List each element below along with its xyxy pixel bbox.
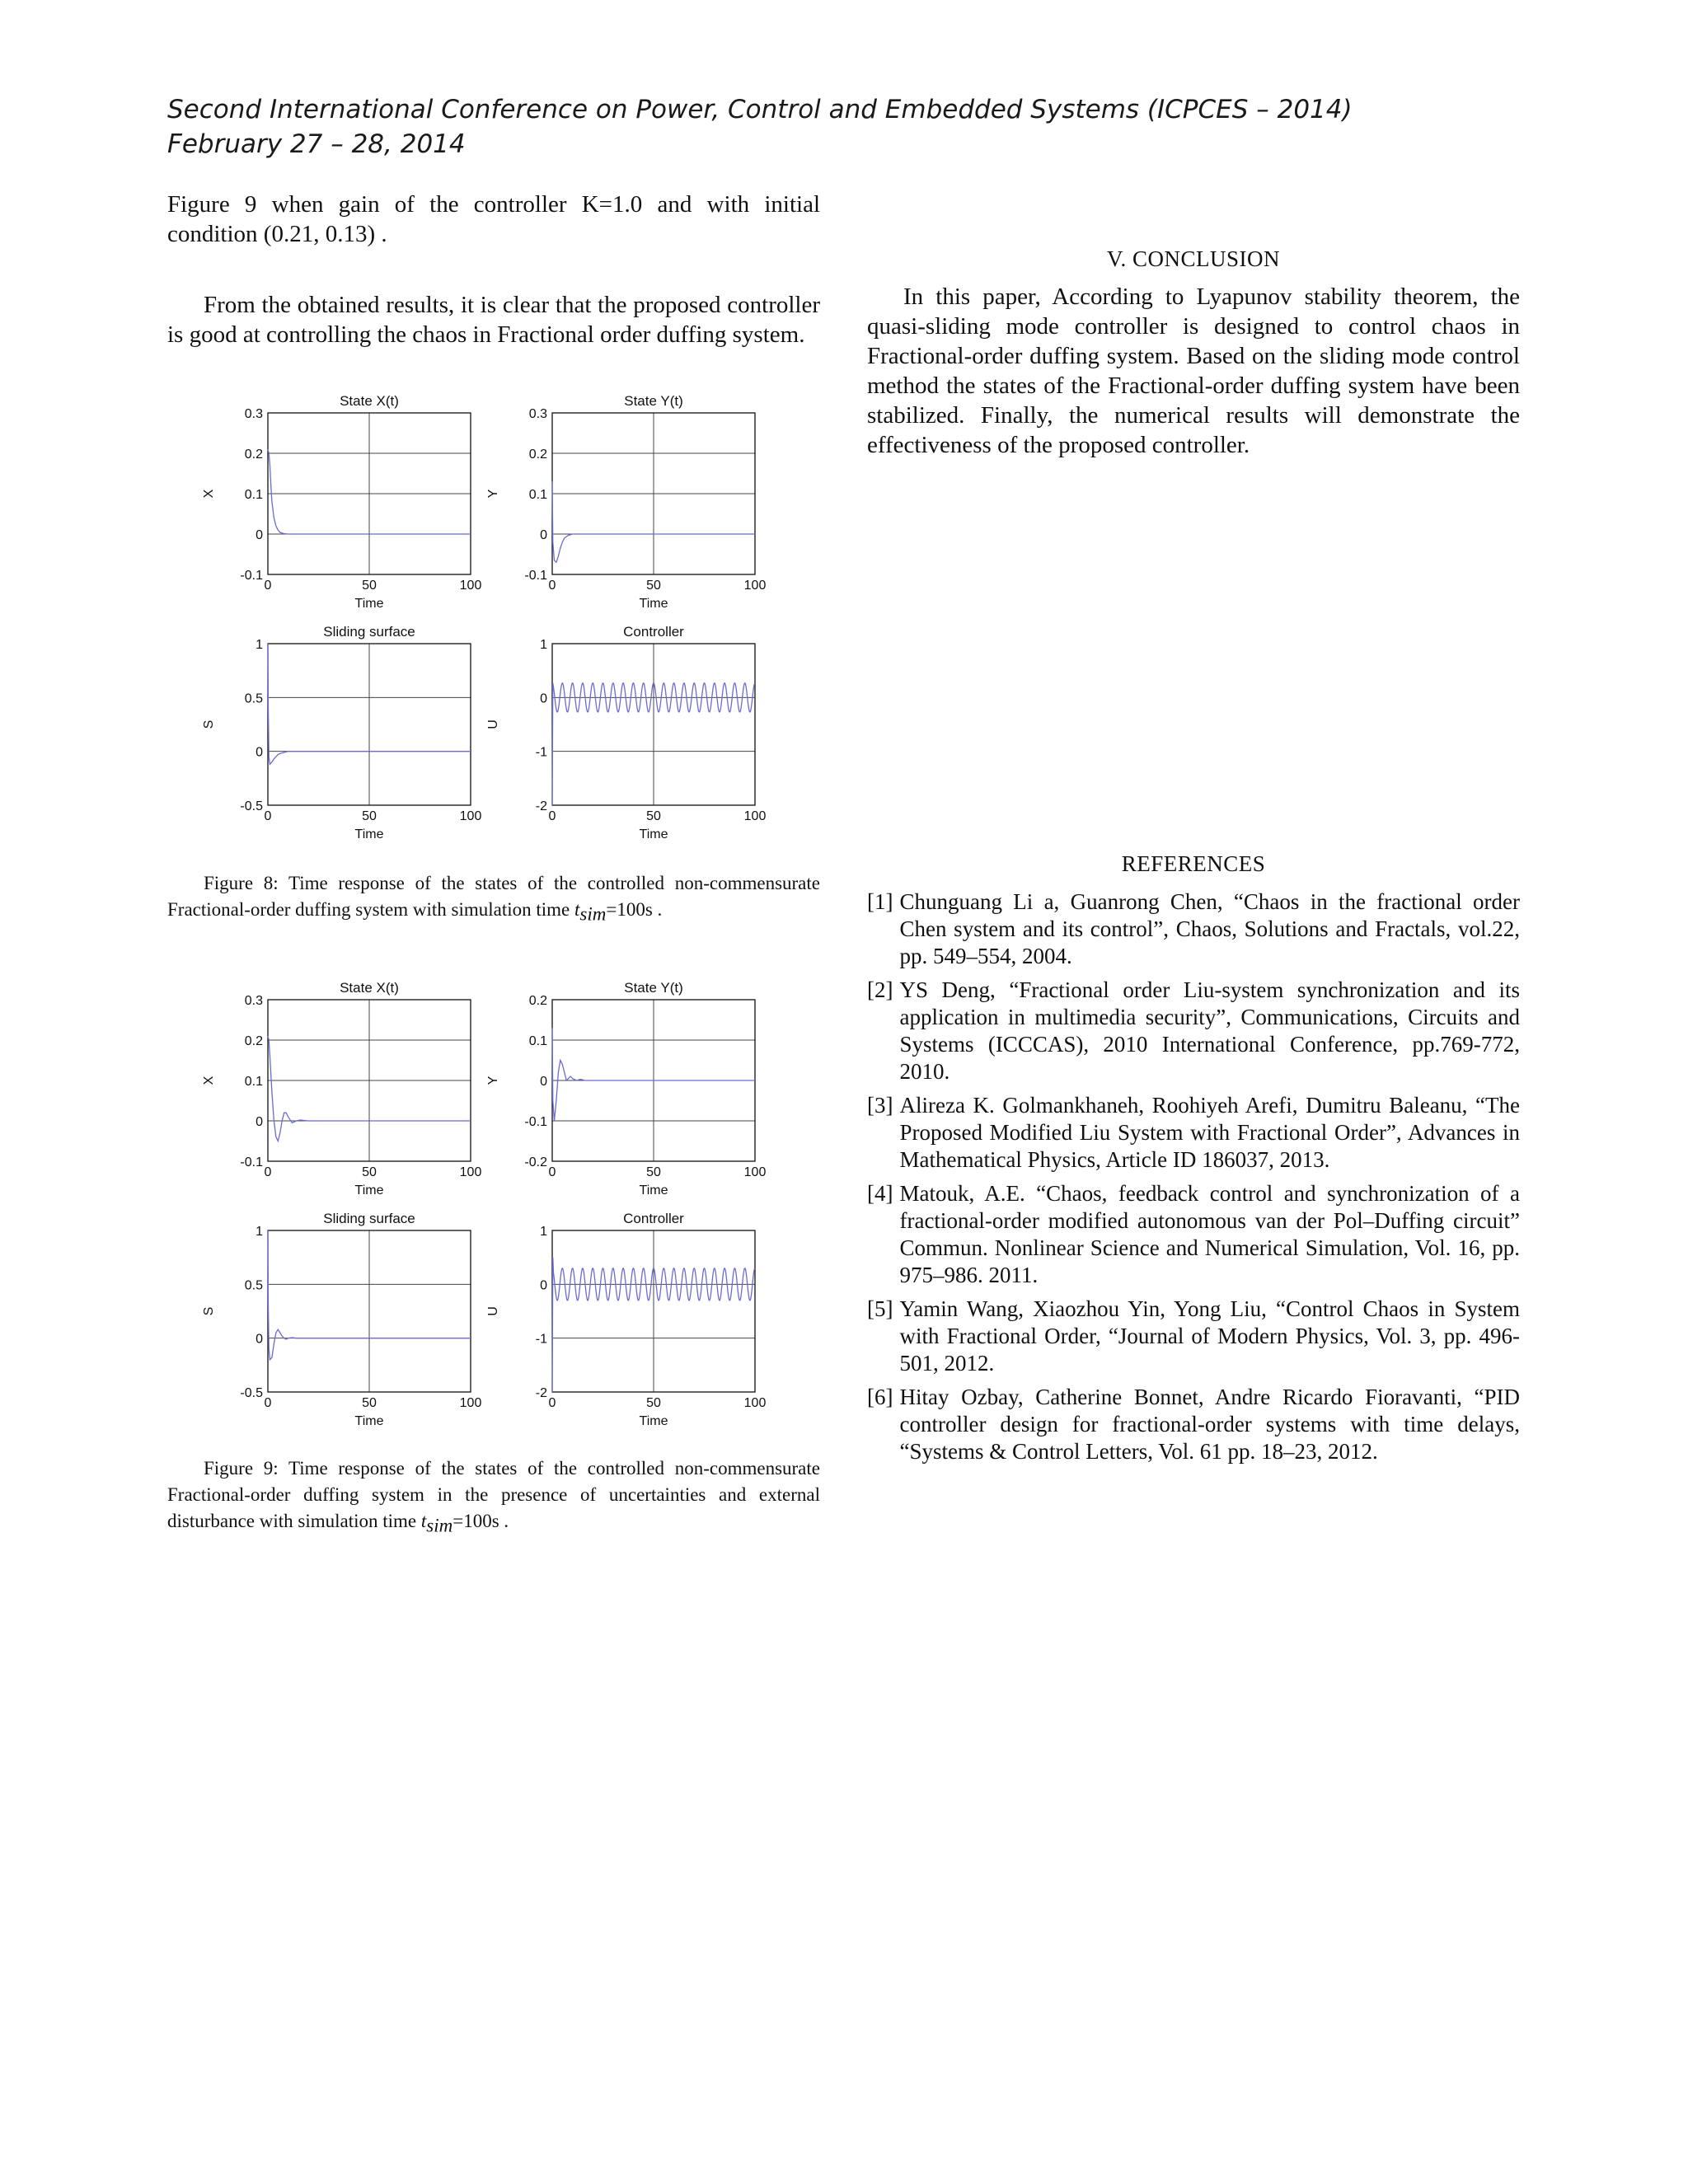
x-tick-label: 0: [264, 809, 272, 823]
reference-item: [867, 888, 1520, 970]
x-tick-label: 0: [548, 1165, 556, 1179]
y-tick-label: 0.2: [244, 1034, 263, 1048]
reference-text: Yamin Wang, Xiaozhou Yin, Yong Liu, “Control Chaos in System with Fractional Order, “Journal of Modern Physics, Vol. 3, pp. 496-501, 2012.: [899, 1296, 1520, 1376]
references-list: [867, 888, 1520, 1465]
figure-9-caption-t: t: [420, 1511, 427, 1531]
figure-8: [190, 391, 791, 853]
x-tick-label: 100: [743, 1396, 767, 1410]
y-tick-label: 0.1: [528, 488, 547, 502]
x-tick-label: 50: [362, 1165, 377, 1179]
figure-9-caption: [167, 1455, 820, 1540]
reference-text: Chunguang Li a, Guanrong Chen, “Chaos in the fractional order Chen system and its control”, Chaos, Solutions and Fractals, vol.22, pp. 549–554, 2004.: [899, 889, 1520, 968]
reference-item: [867, 1092, 1520, 1174]
y-tick-label: -0.1: [240, 569, 263, 583]
x-tick-label: 0: [548, 579, 556, 593]
chart-panel: [202, 1211, 481, 1428]
x-axis-label: Time: [639, 597, 668, 611]
x-tick-label: 0: [548, 1396, 556, 1410]
reference-number: [6]: [867, 1385, 893, 1409]
x-axis-label: Time: [639, 1183, 668, 1197]
y-tick-label: 0: [256, 745, 263, 760]
figure-9: [190, 978, 791, 1440]
x-axis-label: Time: [639, 827, 668, 841]
conference-header: [167, 92, 1353, 162]
chart-panel: [486, 1211, 766, 1428]
figure-9-svg: [190, 978, 791, 1440]
chart-panel: [202, 624, 481, 841]
y-tick-label: -1: [535, 1332, 547, 1347]
y-tick-label: 0.3: [244, 407, 263, 421]
conclusion-section: [867, 244, 1520, 460]
y-axis-label: S: [202, 719, 216, 729]
y-tick-label: 1: [256, 638, 263, 652]
chart-panel: [486, 980, 766, 1197]
y-tick-label: 0.3: [244, 994, 263, 1008]
chart-title: Controller: [623, 1211, 684, 1226]
x-tick-label: 50: [646, 579, 661, 593]
reference-item: [867, 1296, 1520, 1377]
figure-8-svg: [190, 391, 791, 853]
chart-panel: [486, 624, 766, 841]
conference-dates: February 27 – 28, 2014: [167, 129, 466, 159]
y-tick-label: 0: [256, 1332, 263, 1347]
conference-title: Second International Conference on Power, Control and Embedded Systems (ICPCES – 2014): [167, 95, 1353, 124]
y-tick-label: 0: [540, 1075, 547, 1089]
x-tick-label: 50: [362, 1396, 377, 1410]
y-tick-label: -0.1: [240, 1155, 263, 1169]
y-axis-label: U: [486, 719, 500, 729]
x-tick-label: 0: [548, 809, 556, 823]
reference-item: [867, 977, 1520, 1085]
x-tick-label: 0: [264, 1165, 272, 1179]
x-axis-label: Time: [354, 827, 384, 841]
x-tick-label: 100: [459, 1165, 482, 1179]
chart-panel: [202, 393, 481, 611]
y-tick-label: 0: [256, 1115, 263, 1129]
y-tick-label: 0.1: [244, 488, 263, 502]
paragraph-figure9-intro: Figure 9 when gain of the controller K=1.0 and with initial condition (0.21, 0.13) .: [167, 191, 820, 247]
reference-number: [1]: [867, 889, 893, 914]
references-heading: REFERENCES: [1121, 851, 1266, 876]
x-tick-label: 50: [646, 1396, 661, 1410]
x-tick-label: 50: [646, 1165, 661, 1179]
y-tick-label: 0: [540, 528, 547, 542]
reference-number: [4]: [867, 1181, 893, 1206]
y-axis-label: U: [486, 1306, 500, 1316]
x-tick-label: 0: [264, 1396, 272, 1410]
figure-8-caption-sub: sim: [579, 903, 607, 925]
left-column-result: [167, 290, 820, 349]
reference-item: [867, 1180, 1520, 1289]
figure-9-caption-text: Figure 9: Time response of the states of the controlled non-commensurate Fractional-order duffing system in the presence of uncertainties and external disturbance with simulation time: [167, 1458, 820, 1531]
left-column-top: [167, 190, 820, 249]
y-tick-label: -0.5: [240, 1386, 263, 1400]
y-tick-label: -2: [535, 799, 547, 813]
y-tick-label: 0.2: [528, 448, 547, 462]
reference-text: Hitay Ozbay, Catherine Bonnet, Andre Ricardo Fioravanti, “PID controller design for fractional-order systems with time delays, “Systems & Control Letters, Vol. 61 pp. 18–23, 2012.: [899, 1385, 1520, 1464]
chart-title: Sliding surface: [323, 624, 415, 640]
y-axis-label: X: [202, 1076, 216, 1085]
y-tick-label: -2: [535, 1386, 547, 1400]
reference-number: [3]: [867, 1093, 893, 1118]
y-axis-label: Y: [486, 1076, 500, 1085]
reference-number: [2]: [867, 977, 893, 1002]
figure-8-caption: [167, 870, 820, 928]
references-section: [867, 849, 1520, 1472]
y-tick-label: 0: [540, 691, 547, 706]
x-tick-label: 50: [646, 809, 661, 823]
figure-8-caption-t: t: [574, 899, 580, 920]
y-tick-label: 0.1: [528, 1034, 547, 1048]
x-axis-label: Time: [354, 1414, 384, 1428]
y-tick-label: 0: [540, 1278, 547, 1293]
conclusion-heading: V. CONCLUSION: [1106, 246, 1281, 271]
y-tick-label: 1: [540, 638, 547, 652]
x-tick-label: 100: [459, 579, 482, 593]
figure-8-caption-text: Figure 8: Time response of the states of the controlled non-commensurate Fractional-order duffing system with simulation time: [167, 873, 820, 920]
y-tick-label: -0.5: [240, 799, 263, 813]
chart-title: State Y(t): [624, 393, 683, 409]
x-tick-label: 50: [362, 579, 377, 593]
chart-title: State X(t): [340, 393, 399, 409]
y-tick-label: 0.2: [528, 994, 547, 1008]
chart-panel: [202, 980, 481, 1197]
y-tick-label: 1: [540, 1225, 547, 1239]
chart-title: State Y(t): [624, 980, 683, 996]
y-tick-label: 0.3: [528, 407, 547, 421]
x-tick-label: 100: [743, 809, 767, 823]
y-axis-label: S: [202, 1306, 216, 1316]
y-tick-label: 0.1: [244, 1075, 263, 1089]
x-tick-label: 50: [362, 809, 377, 823]
conclusion-text: In this paper, According to Lyapunov stability theorem, the quasi-sliding mode controller is designed to control chaos in Fractional-order duffing system. Based on the sliding mode control method the states of the Fractional-order duffing system have been stabilized. Finally, the numerical results will demonstrate the effectiveness of the proposed controller.: [867, 284, 1520, 458]
reference-text: Alireza K. Golmankhaneh, Roohiyeh Arefi, Dumitru Baleanu, “The Proposed Modified Liu System with Fractional Order”, Advances in Mathematical Physics, Article ID 186037, 2013.: [899, 1093, 1520, 1172]
y-tick-label: -0.1: [524, 569, 547, 583]
paragraph-results: From the obtained results, it is clear that the proposed controller is good at controlling the chaos in Fractional order duffing system.: [167, 292, 820, 348]
chart-title: State X(t): [340, 980, 399, 996]
figure-9-caption-end: =100s .: [452, 1511, 509, 1531]
x-axis-label: Time: [354, 597, 384, 611]
x-axis-label: Time: [354, 1183, 384, 1197]
y-tick-label: 1: [256, 1225, 263, 1239]
x-tick-label: 100: [459, 1396, 482, 1410]
y-tick-label: 0.5: [244, 691, 263, 706]
reference-item: [867, 1384, 1520, 1465]
x-tick-label: 0: [264, 579, 272, 593]
reference-text: YS Deng, “Fractional order Liu-system synchronization and its application in multimedia security”, Communications, Circuits and Systems (ICCCAS), 2010 International Conference, pp.769-772, 2010.: [899, 977, 1520, 1084]
figure-8-caption-end: =100s .: [606, 899, 663, 920]
y-tick-label: 0.5: [244, 1278, 263, 1293]
y-tick-label: 0: [256, 528, 263, 542]
x-tick-label: 100: [743, 579, 767, 593]
y-tick-label: -0.2: [524, 1155, 547, 1169]
x-tick-label: 100: [743, 1165, 767, 1179]
y-axis-label: Y: [486, 489, 500, 499]
y-tick-label: -0.1: [524, 1115, 547, 1129]
x-tick-label: 100: [459, 809, 482, 823]
x-axis-label: Time: [639, 1414, 668, 1428]
y-tick-label: -1: [535, 745, 547, 760]
chart-panel: [486, 393, 766, 611]
reference-text: Matouk, A.E. “Chaos, feedback control and synchronization of a fractional-order modified autonomous van der Pol–Duffing circuit” Commun. Nonlinear Science and Numerical Simulation, Vol. 16, pp. 975–986. 2011.: [899, 1181, 1520, 1287]
reference-number: [5]: [867, 1296, 893, 1321]
figure-9-caption-sub: sim: [426, 1515, 453, 1536]
y-axis-label: X: [202, 489, 216, 499]
y-tick-label: 0.2: [244, 448, 263, 462]
chart-title: Sliding surface: [323, 1211, 415, 1226]
chart-title: Controller: [623, 624, 684, 640]
